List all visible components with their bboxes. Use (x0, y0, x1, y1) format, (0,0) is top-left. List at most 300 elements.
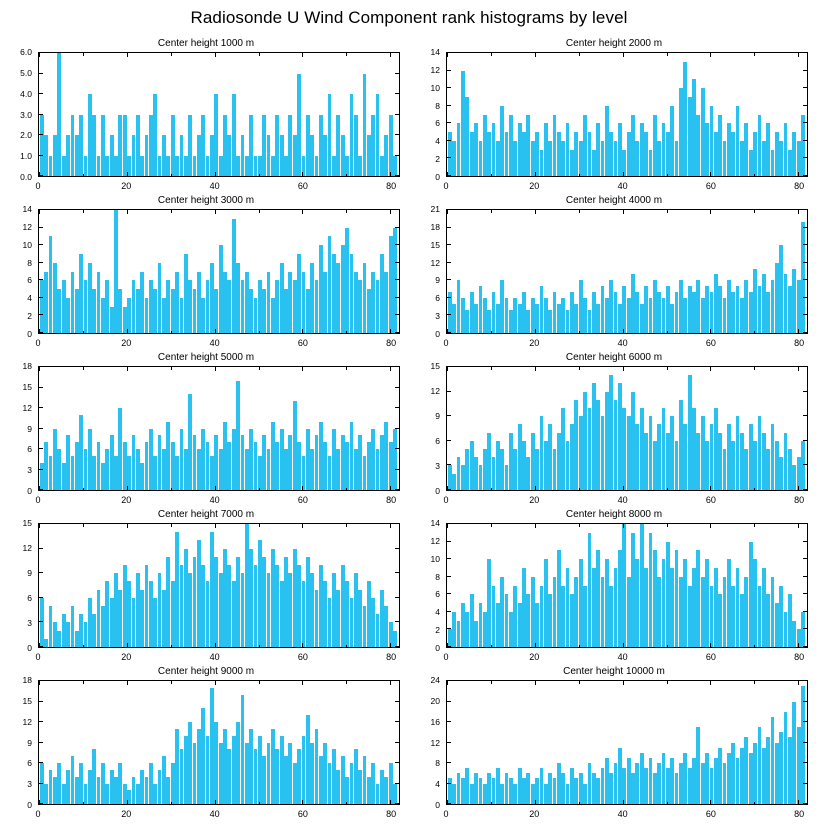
y-tick-label: 8 (27, 257, 32, 268)
bar (618, 748, 622, 804)
bar (367, 289, 371, 333)
bar (801, 686, 805, 804)
bar (140, 156, 144, 177)
bar (271, 422, 275, 490)
bar (262, 289, 266, 333)
bar (345, 777, 349, 804)
x-tick-minor (171, 53, 172, 56)
bar (227, 135, 231, 176)
bar (236, 557, 240, 647)
y-tick (39, 155, 43, 156)
bar (354, 115, 358, 177)
bar (44, 272, 48, 334)
bar (44, 639, 48, 647)
x-tick-minor (491, 210, 492, 213)
x-axis-labels (443, 809, 808, 821)
x-tick-minor (83, 174, 84, 177)
bar (136, 573, 140, 647)
y-tick (447, 783, 451, 784)
bar (201, 115, 205, 177)
bar (319, 756, 323, 804)
chart-panel (4, 509, 408, 666)
y-tick (395, 572, 399, 573)
bar (158, 435, 162, 490)
y-tick (39, 114, 43, 115)
bar (675, 773, 679, 804)
bar (670, 106, 674, 176)
x-tick-label: 60 (705, 338, 716, 348)
x-tick-label: 80 (386, 181, 397, 191)
y-tick (39, 314, 43, 315)
bar (548, 310, 552, 333)
y-tick (803, 541, 807, 542)
bar (461, 298, 465, 333)
bar (297, 565, 301, 647)
x-tick (215, 329, 216, 333)
bar (197, 449, 201, 490)
bar (323, 135, 327, 176)
bar (474, 457, 478, 490)
bar (753, 743, 757, 805)
x-tick (302, 524, 303, 528)
bar (540, 586, 544, 648)
bar (779, 245, 783, 333)
bar (49, 156, 53, 177)
bar (188, 573, 192, 647)
bar (332, 254, 336, 333)
bar (723, 763, 727, 804)
bar (345, 581, 349, 647)
bar (97, 777, 101, 804)
bar (171, 442, 175, 490)
plot-area (412, 675, 816, 810)
x-tick-minor (83, 53, 84, 56)
bar (758, 115, 762, 177)
bar (188, 394, 192, 490)
bar (101, 463, 105, 490)
bar (553, 115, 557, 177)
x-tick (127, 486, 128, 490)
y-tick (447, 262, 451, 263)
bar (140, 770, 144, 804)
bar (579, 773, 583, 804)
bar (640, 304, 644, 333)
x-tick-minor (259, 331, 260, 334)
bar (110, 435, 114, 490)
y-tick-label: 18 (22, 361, 32, 371)
chart-panel (412, 666, 816, 823)
bar (701, 298, 705, 333)
bar (71, 115, 75, 177)
bar (657, 141, 661, 176)
x-tick (390, 367, 391, 371)
chart-panel (412, 195, 816, 352)
bar (315, 435, 319, 490)
bar (662, 559, 666, 647)
x-tick (39, 172, 40, 176)
bar (184, 156, 188, 177)
bar (688, 768, 692, 804)
bar (518, 304, 522, 333)
bar (114, 573, 118, 647)
bar (258, 540, 262, 647)
y-tick (39, 469, 43, 470)
bar (744, 280, 748, 333)
y-tick-label: 15 (22, 518, 32, 528)
y-tick (803, 175, 807, 176)
bar (640, 753, 644, 804)
bar (566, 310, 570, 333)
bar (136, 784, 140, 805)
x-tick-label: 0 (35, 652, 41, 662)
x-tick-minor (579, 53, 580, 56)
bar (371, 598, 375, 647)
x-tick-minor (667, 681, 668, 684)
bar (723, 449, 727, 490)
x-tick-label: 0 (35, 495, 41, 505)
bar (749, 150, 753, 176)
bar (245, 449, 249, 490)
y-tick (395, 209, 399, 210)
bar (293, 135, 297, 176)
bar (197, 135, 201, 176)
bar (44, 442, 48, 490)
bar (797, 141, 801, 176)
bar (193, 289, 197, 333)
bar (158, 770, 162, 804)
x-tick-minor (83, 645, 84, 648)
bar (448, 292, 452, 333)
bar (149, 115, 153, 177)
bar (614, 763, 618, 804)
bar (245, 272, 249, 334)
bar (315, 156, 319, 177)
y-tick-label: 8 (435, 758, 440, 769)
bar (288, 272, 292, 334)
y-tick-label: 4.0 (20, 88, 32, 99)
axes-frame (446, 209, 808, 334)
x-tick (390, 329, 391, 333)
bar (254, 565, 258, 647)
bar (649, 298, 653, 333)
y-tick (447, 87, 451, 88)
plot-area (412, 47, 816, 182)
y-tick (803, 391, 807, 392)
x-tick (39, 681, 40, 685)
bar (358, 280, 362, 333)
bar (206, 280, 210, 333)
bar (280, 263, 284, 333)
bar (132, 777, 136, 804)
bar (376, 280, 380, 333)
y-tick-label: 6 (27, 593, 32, 603)
y-tick (39, 134, 43, 135)
x-tick-label: 80 (794, 495, 805, 505)
x-tick (127, 172, 128, 176)
bar (271, 729, 275, 804)
y-tick-label: 2 (435, 154, 440, 165)
y-tick-label: 12 (430, 64, 440, 75)
x-tick-minor (579, 524, 580, 527)
y-tick (39, 73, 43, 74)
bar (232, 94, 236, 176)
bar (513, 784, 517, 805)
x-tick-minor (754, 210, 755, 213)
bar (97, 272, 101, 334)
bar (683, 753, 687, 804)
bar (570, 768, 574, 804)
x-tick (710, 53, 711, 57)
chart-panel (4, 666, 408, 823)
x-tick-label: 80 (386, 809, 397, 819)
y-tick (803, 742, 807, 743)
x-tick (39, 53, 40, 57)
x-axis-labels (35, 495, 400, 507)
y-tick (39, 262, 43, 263)
bar (184, 449, 188, 490)
bar (605, 392, 609, 490)
bar (384, 422, 388, 490)
bar (609, 586, 613, 648)
bar (522, 778, 526, 804)
x-tick (215, 524, 216, 528)
bar (801, 222, 805, 333)
bar (284, 449, 288, 490)
x-tick (302, 172, 303, 176)
bar (457, 621, 461, 647)
bar (105, 280, 109, 333)
y-tick-label: 0 (27, 486, 32, 496)
y-tick-label: 3 (435, 311, 440, 322)
bar (452, 784, 456, 805)
bar (718, 594, 722, 647)
y-tick (803, 262, 807, 263)
bar (306, 429, 310, 491)
bar (57, 631, 61, 647)
bar (132, 435, 136, 490)
bar (762, 274, 766, 333)
bar (635, 559, 639, 647)
x-tick-label: 0 (35, 181, 41, 191)
bar (319, 115, 323, 177)
bar (666, 286, 670, 333)
y-tick-label: 9 (435, 411, 440, 421)
y-tick-label: 0 (435, 172, 440, 182)
bar (727, 559, 731, 647)
bar (718, 748, 722, 804)
bar (162, 298, 166, 333)
bar (487, 310, 491, 333)
bar (197, 540, 201, 647)
bar (162, 756, 166, 804)
x-tick-label: 80 (794, 809, 805, 819)
x-tick (39, 643, 40, 647)
bar (40, 115, 44, 177)
x-tick (215, 172, 216, 176)
y-tick (803, 558, 807, 559)
bar (740, 433, 744, 490)
x-tick (302, 486, 303, 490)
bar (696, 727, 700, 804)
bar (479, 141, 483, 176)
bar (679, 88, 683, 176)
x-tick (215, 681, 216, 685)
bar (127, 581, 131, 647)
bar (553, 449, 557, 490)
bar (483, 612, 487, 647)
x-tick-label: 0 (443, 809, 449, 819)
bar (666, 542, 670, 647)
y-tick (395, 297, 399, 298)
bar (44, 784, 48, 805)
x-tick-minor (579, 681, 580, 684)
x-tick (390, 800, 391, 804)
bar (332, 573, 336, 647)
bar (771, 577, 775, 647)
bar (696, 433, 700, 490)
y-tick-label: 6 (435, 436, 440, 446)
bar (688, 286, 692, 333)
bar (736, 758, 740, 804)
x-tick-minor (83, 681, 84, 684)
bar (479, 778, 483, 804)
bar (583, 784, 587, 805)
x-tick (302, 681, 303, 685)
bar (574, 577, 578, 647)
y-tick-label: 12 (430, 737, 440, 748)
bar (749, 424, 753, 490)
bar (288, 435, 292, 490)
bar (227, 565, 231, 647)
bar (540, 768, 544, 804)
bar (609, 280, 613, 333)
bar (79, 614, 83, 647)
bar (302, 272, 306, 334)
bar (736, 286, 740, 333)
x-tick-minor (667, 802, 668, 805)
bar (662, 408, 666, 490)
y-tick-label: 3 (27, 618, 32, 628)
bar (389, 442, 393, 490)
bar (101, 763, 105, 804)
x-tick-minor (754, 524, 755, 527)
x-tick (302, 800, 303, 804)
bar (557, 132, 561, 176)
bar (210, 263, 214, 333)
y-tick (395, 314, 399, 315)
y-tick-label: 6 (435, 589, 440, 600)
y-tick-label: 3 (27, 465, 32, 476)
x-tick-minor (754, 802, 755, 805)
bar (618, 550, 622, 647)
y-tick (395, 803, 399, 804)
bar (474, 304, 478, 333)
x-tick-minor (491, 681, 492, 684)
x-tick-minor (667, 524, 668, 527)
bar (588, 533, 592, 647)
bar (227, 442, 231, 490)
x-tick (623, 329, 624, 333)
bar (280, 736, 284, 804)
bar (354, 573, 358, 647)
y-tick (447, 415, 451, 416)
bar (727, 424, 731, 490)
bar (627, 758, 631, 804)
bar (214, 435, 218, 490)
bar (79, 254, 83, 333)
bar-series (447, 524, 807, 647)
y-tick (395, 597, 399, 598)
bar (323, 442, 327, 490)
bar (461, 71, 465, 176)
bar (350, 763, 354, 804)
y-tick-label: 12 (22, 402, 32, 413)
bar (465, 97, 469, 176)
bar (241, 435, 245, 490)
axes-frame (446, 680, 808, 805)
x-tick-label: 20 (529, 809, 540, 819)
bar (219, 245, 223, 333)
x-tick-minor (667, 53, 668, 56)
bar (206, 581, 210, 647)
bar (153, 598, 157, 647)
x-tick-minor (491, 524, 492, 527)
x-tick-label: 20 (529, 181, 540, 191)
y-axis-labels (412, 204, 443, 339)
x-tick (798, 53, 799, 57)
bar (492, 292, 496, 333)
bar (540, 150, 544, 176)
bar (574, 132, 578, 176)
bar (535, 449, 539, 490)
y-tick-label: 6 (27, 444, 32, 455)
bar (275, 280, 279, 333)
bar (236, 263, 240, 333)
bar (105, 449, 109, 490)
bar (241, 280, 245, 333)
bar (53, 135, 57, 176)
bar (644, 768, 648, 804)
y-tick (803, 611, 807, 612)
bar (197, 272, 201, 334)
bar (341, 245, 345, 333)
bar (367, 442, 371, 490)
bar (448, 629, 452, 647)
bar (193, 156, 197, 177)
y-tick (39, 721, 43, 722)
y-tick (39, 701, 43, 702)
bar (635, 141, 639, 176)
x-tick (798, 681, 799, 685)
bar (784, 123, 788, 176)
bar (762, 141, 766, 176)
bar (323, 581, 327, 647)
bar-series (39, 210, 399, 333)
x-tick-label: 60 (705, 809, 716, 819)
bar (271, 549, 275, 647)
x-tick (535, 172, 536, 176)
y-tick (803, 783, 807, 784)
bar (350, 254, 354, 333)
y-tick-label: 1.0 (20, 151, 32, 162)
bar (727, 280, 731, 333)
bar (640, 524, 644, 647)
y-tick (447, 122, 451, 123)
bar (110, 135, 114, 176)
x-tick-minor (754, 681, 755, 684)
y-tick (803, 332, 807, 333)
bar (474, 621, 478, 647)
